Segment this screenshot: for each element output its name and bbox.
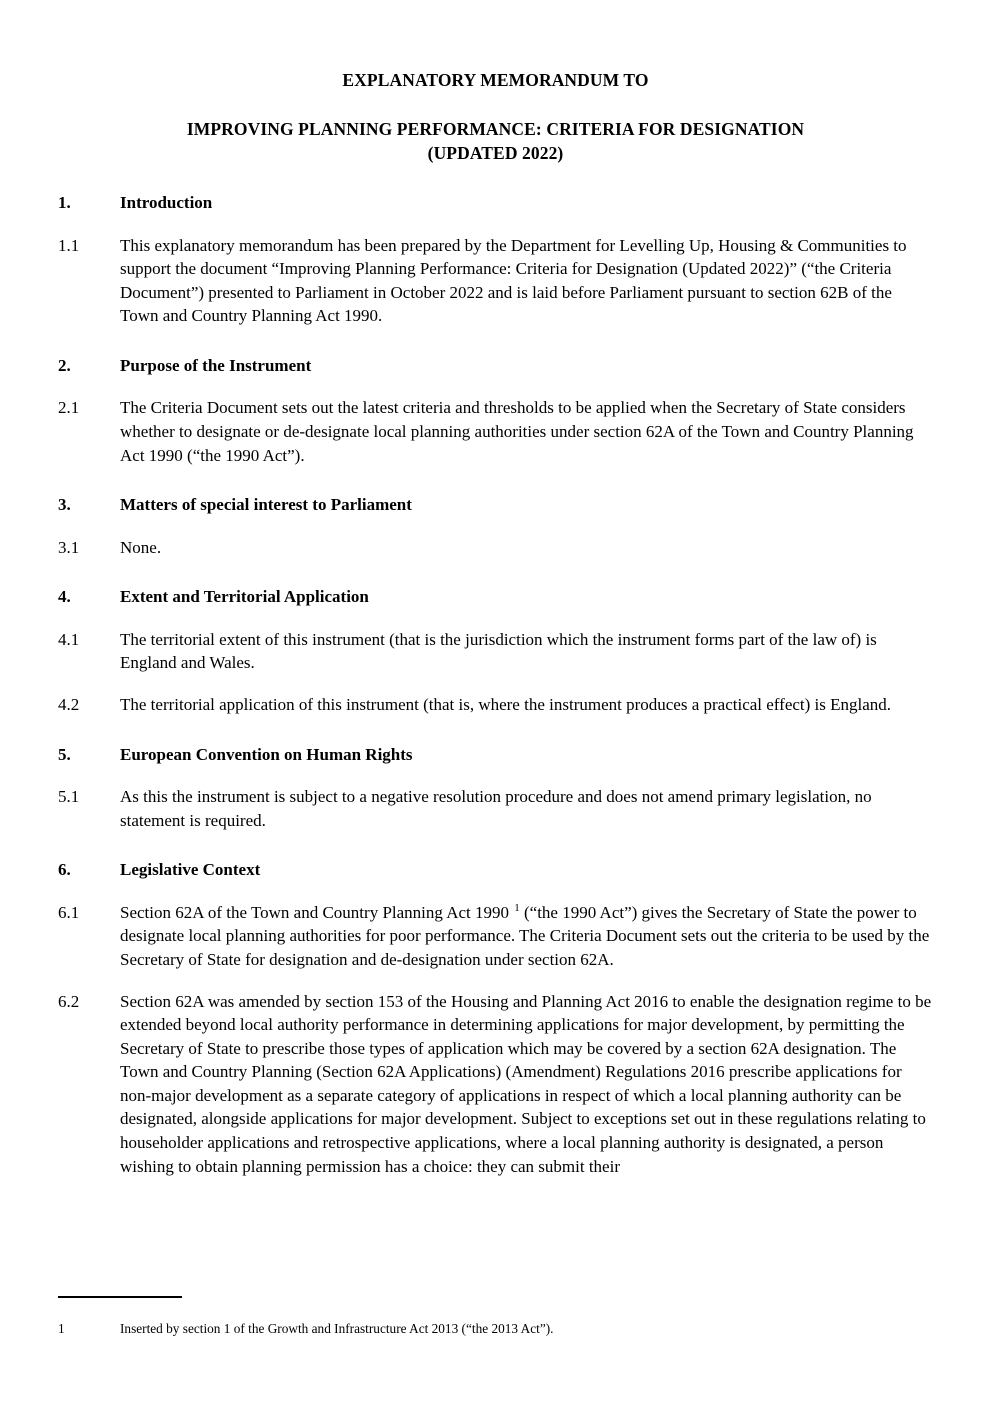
section-title: Legislative Context: [120, 860, 261, 880]
paragraph-number: 4.1: [58, 629, 80, 649]
section-title: Extent and Territorial Application: [120, 587, 369, 607]
paragraph-4-1: [58, 628, 933, 675]
paragraph-text-after-footnote: (“the 1990 Act”) gives the Secretary of State the power to designate local planning authorities for poor performance. The Criteria Document sets out the criteria to be used by the Secretary of State for designation and de-designation under section 62A.: [120, 902, 930, 969]
paragraph-text: [120, 901, 933, 972]
paragraph-2-1: [58, 396, 933, 467]
document-title-block: [0, 0, 991, 165]
section-heading-2: [58, 354, 933, 378]
paragraph-3-1: [58, 536, 933, 560]
section-heading-1: [58, 191, 933, 215]
paragraph-number: 1.1: [58, 235, 80, 255]
footnote-text: Inserted by section 1 of the Growth and Infrastructure Act 2013 (“the 2013 Act”).: [120, 1321, 554, 1336]
section-number: 4.: [58, 587, 71, 607]
paragraph-text: The Criteria Document sets out the latest criteria and thresholds to be applied when the Secretary of State considers whether to designate or de-designate local planning authorities under section 62A of the Town and Country Planning Act 1990 (“the 1990 Act”).: [120, 398, 914, 465]
footnote-reference-marker[interactable]: 1: [514, 902, 520, 915]
footnote-area: [58, 1296, 933, 1338]
document-title-sub-line-1: IMPROVING PLANNING PERFORMANCE: CRITERIA FOR DESIGNATION: [186, 119, 805, 139]
paragraph-number: 4.2: [58, 694, 80, 714]
paragraph-6-1: [58, 901, 933, 972]
section-number: 3.: [58, 495, 71, 515]
paragraph-text: The territorial extent of this instrument (that is the jurisdiction which the instrument forms part of the law of) is England and Wales.: [120, 629, 877, 673]
document-title-main: EXPLANATORY MEMORANDUM TO: [342, 70, 649, 90]
section-heading-5: [58, 743, 933, 767]
footnote-number: 1: [58, 1321, 65, 1336]
section-number: 1.: [58, 193, 71, 212]
section-number: 2.: [58, 355, 71, 375]
paragraph-number: 3.1: [58, 537, 80, 557]
section-title: Matters of special interest to Parliament: [120, 495, 412, 515]
section-heading-4: [58, 585, 933, 609]
paragraph-number: 2.1: [58, 398, 80, 418]
paragraph-4-2: [58, 693, 933, 717]
paragraph-1-1: [58, 234, 933, 328]
document-title-sub: [0, 117, 991, 165]
section-heading-3: [58, 493, 933, 517]
paragraph-number: 6.1: [58, 902, 80, 922]
section-title: Introduction: [120, 193, 213, 212]
paragraph-text: As this the instrument is subject to a negative resolution procedure and does not amend primary legislation, no statement is required.: [120, 787, 872, 830]
section-title: European Convention on Human Rights: [120, 744, 413, 764]
paragraph-5-1: [58, 785, 933, 832]
paragraph-6-2: [58, 990, 933, 1179]
paragraph-text: The territorial application of this instrument (that is, where the instrument produces a practical effect) is England.: [120, 694, 892, 714]
paragraph-number: 5.1: [58, 787, 80, 807]
paragraph-text-before-footnote: Section 62A of the Town and Country Planning Act 1990: [120, 902, 514, 922]
section-heading-6: [58, 858, 933, 882]
section-title: Purpose of the Instrument: [120, 355, 312, 375]
paragraph-number: 6.2: [58, 991, 80, 1011]
document-body: [0, 191, 991, 1178]
paragraph-text: Section 62A was amended by section 153 of the Housing and Planning Act 2016 to enable the designation regime to be extended beyond local authority performance in determining applications for major development, by permitting the Secretary of State to prescribe those types of application which may be covered by a section 62A designation. The Town and Country Planning (Section 62A Applications) (Amendment) Regulations 2016 prescribe applications for non-major development as a separate category of applications in respect of which a local planning authority can be designated, alongside applications for major development. Subject to exceptions set out in these regulations relating to householder applications and retrospective applications, where a local planning authority is designated, a person wishing to obtain planning permission has a choice: they can submit their: [120, 991, 932, 1176]
section-number: 5.: [58, 744, 71, 764]
document-title-sub-line-2: (UPDATED 2022): [427, 143, 564, 163]
paragraph-text: This explanatory memorandum has been prepared by the Department for Levelling Up, Housing & Communities to support the document “Improving Planning Performance: Criteria for Designation (Updated 2022)” (“the Criteria Document”) presented to Parliament in October 2022 and is laid before Parliament pursuant to section 62B of the Town and Country Planning Act 1990.: [120, 235, 907, 326]
paragraph-text: None.: [120, 537, 162, 557]
section-number: 6.: [58, 860, 71, 880]
footnote-item: [58, 1320, 933, 1338]
footnote-separator-rule: [58, 1296, 182, 1298]
